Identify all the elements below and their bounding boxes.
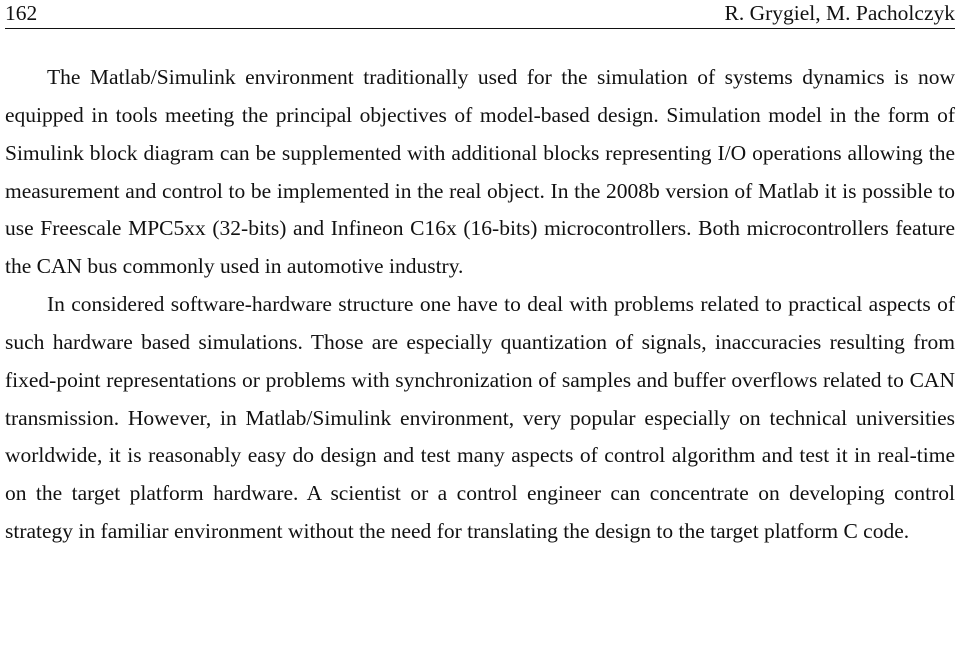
paragraph-simulink-intro: The Matlab/Simulink environment traditionally used for the simulation of systems dynamics is now equipped in tools meeting the principal objectives of model-based design. Simulation model in the form of Simulink block diagram can be supplemented with additional blocks representing I/O operations allowing the measurement and control to be implemented in the real object. In the 2008b version of Matlab it is possible to use Freescale MPC5xx (32-bits) and Infineon C16x (16-bits) microcontrollers. Both microcontrollers feature the CAN bus commonly used in automotive industry.: [5, 65, 955, 279]
paragraph-hardware-structure: In considered software-hardware structure one have to deal with problems related to practical aspects of such hardware based simulations. Those are especially quantization of signals, inaccuracies resulting from fixed-point representations or problems with synchronization of samples and buffer overflows related to CAN transmission. However, in Matlab/Simulink environment, very popular especially on technical universities worldwide, it is reasonably easy do design and test many aspects of control algorithm and test it in real-time on the target platform hardware. A scientist or a control engineer can concentrate on developing control strategy in familiar environment without the need for translating the design to the target platform C code.: [5, 292, 955, 544]
page-number: 162: [5, 1, 38, 25]
running-header: [5, 0, 955, 29]
body-text: [5, 59, 955, 551]
running-header-authors: R. Grygiel, M. Pacholczyk: [724, 1, 955, 25]
